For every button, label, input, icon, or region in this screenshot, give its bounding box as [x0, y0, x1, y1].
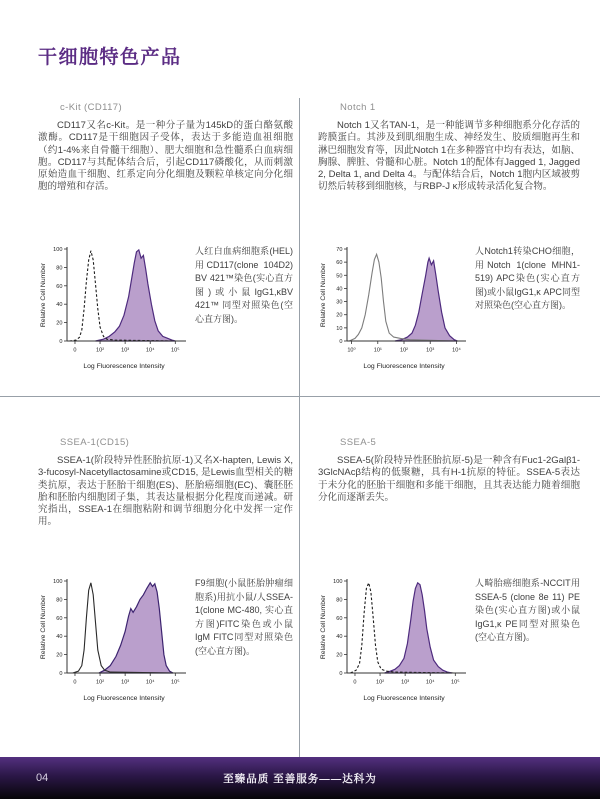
- figure-ssea-5: [318, 575, 580, 705]
- svg-text:50: 50: [336, 273, 343, 280]
- svg-text:10⁴: 10⁴: [145, 347, 155, 354]
- svg-text:10²: 10²: [96, 347, 105, 354]
- svg-text:100: 100: [333, 579, 343, 585]
- svg-text:100: 100: [53, 579, 63, 585]
- section-c-kit-cd117: [0, 98, 300, 397]
- svg-text:10⁵: 10⁵: [171, 679, 180, 686]
- section-heading-ssea-1: SSEA-1(CD15): [60, 437, 130, 448]
- page-number: 04: [36, 772, 49, 784]
- svg-text:60: 60: [56, 615, 63, 622]
- figure-caption-notch-1: 人Notch1转染CHO细胞，用Notch 1(clone MHN1-519) APC染色(实心直方图)或小鼠IgG1,κ APC同型对照染色(空心直方图)。: [475, 246, 580, 311]
- section-text-block: [318, 437, 580, 575]
- section-notch-1: [300, 98, 600, 397]
- svg-text:10³: 10³: [401, 679, 410, 686]
- svg-text:60: 60: [336, 260, 343, 267]
- svg-text:Log Fluorescence Intensity: Log Fluorescence Intensity: [363, 695, 445, 702]
- section-ssea-5: [300, 397, 600, 757]
- svg-text:100: 100: [53, 247, 63, 253]
- section-ssea-1-cd15: [0, 397, 300, 757]
- svg-text:10²: 10²: [96, 679, 105, 686]
- svg-text:10⁴: 10⁴: [452, 347, 461, 354]
- svg-text:Relative Cell Number: Relative Cell Number: [320, 594, 327, 660]
- svg-text:Relative Cell Number: Relative Cell Number: [320, 262, 327, 328]
- section-body-notch-1: Notch 1又名TAN-1，是一种能调节多种细胞系分化存活的跨膜蛋白。其涉及到肌细胞生成、神经发生、胶质细胞再生和淋巴细胞发育等，因此Notch 1在多种器官中均有表达，如脑、胸腺、脾脏、骨髓和心脏。Notch 1的配体有Jagged 1, Jagged 2, Delta 1, and Delta 4。与配体结合后，Notch 1胞内区域被剪切然后转移到细胞核，与RBP-J κ形成转录活化复合物。: [318, 120, 580, 193]
- svg-text:80: 80: [56, 597, 63, 604]
- svg-text:10⁴: 10⁴: [145, 679, 155, 686]
- svg-text:0: 0: [73, 347, 77, 354]
- flow-cytometry-histogram-ssea-5: [318, 575, 468, 705]
- svg-text:80: 80: [336, 597, 343, 604]
- section-text-block: [38, 437, 293, 575]
- figure-notch-1: [318, 243, 580, 373]
- svg-text:40: 40: [336, 286, 343, 293]
- svg-text:Log Fluorescence Intensity: Log Fluorescence Intensity: [363, 363, 445, 370]
- svg-text:20: 20: [336, 652, 343, 659]
- section-body-ssea-5: SSEA-5(阶段特异性胚胎抗原-5)是一种含有Fuc1-2Galβ1-3GlcNAcβ结构的低聚糖，具有H-1抗原的特征。SSEA-5表达于未分化的胚胎干细胞和多能干细胞，且其表达能力随着细胞分化而逐渐丢失。: [318, 455, 580, 503]
- section-body-ssea-1: SSEA-1(阶段特异性胚胎抗原-1)又名X-hapten, Lewis X, 3-fucosyl-Nacetyllactosamine或CD15, 是Lewis血型相关的糖类抗原，表达于胚胎干细胞(ES)、胚胎癌细胞(EC)、囊胚胚胎和胚胎内细胞团子集，其表达量根据分化程度而递减。研究指出，SSEA-1在细胞粘附和调节细胞分化中发挥一定作用。: [38, 455, 293, 528]
- section-text-block: [38, 102, 293, 243]
- svg-text:10²: 10²: [376, 679, 385, 686]
- svg-text:0: 0: [59, 671, 63, 677]
- svg-text:10²: 10²: [399, 347, 409, 354]
- svg-text:Log Fluorescence Intensity: Log Fluorescence Intensity: [83, 363, 165, 370]
- svg-text:20: 20: [56, 320, 63, 327]
- figure-ssea-1: [38, 575, 293, 705]
- svg-text:10¹: 10¹: [373, 347, 382, 354]
- page-header: [0, 0, 600, 98]
- svg-text:30: 30: [336, 299, 343, 306]
- svg-text:70: 70: [336, 247, 343, 253]
- content-grid: [0, 98, 600, 757]
- svg-text:0: 0: [73, 679, 77, 686]
- svg-text:10⁵: 10⁵: [171, 347, 180, 354]
- figure-caption-c-kit: 人红白血病细胞系(HEL)用CD117(clone 104D2) BV 421™染色(实心直方图)或小鼠IgG1,κBV 421™ 同型对照染色(空心直方图)。: [195, 246, 293, 324]
- svg-text:0: 0: [353, 679, 357, 686]
- flow-cytometry-histogram-notch-1: [318, 243, 468, 373]
- section-heading-c-kit: c-Kit (CD117): [60, 102, 123, 113]
- svg-text:10⁵: 10⁵: [451, 679, 460, 686]
- svg-text:20: 20: [56, 652, 63, 659]
- svg-text:60: 60: [336, 615, 343, 622]
- section-heading-notch-1: Notch 1: [340, 102, 376, 113]
- figure-c-kit: [38, 243, 293, 373]
- page-title: 干细胞特色产品: [38, 47, 182, 68]
- svg-text:80: 80: [56, 265, 63, 272]
- section-heading-ssea-5: SSEA-5: [340, 437, 377, 448]
- figure-caption-ssea-5: 人畸胎癌细胞系-NCCIT用SSEA-5 (clone 8e 11) PE染色(实心直方图)或小鼠IgG1,κ PE同型对照染色(空心直方图)。: [475, 578, 580, 643]
- footer-slogan: 至臻品质 至善服务——达科为: [223, 772, 377, 785]
- svg-text:40: 40: [336, 634, 343, 641]
- svg-text:0: 0: [59, 339, 63, 345]
- figure-caption-ssea-1: F9细胞(小鼠胚胎肿瘤细胞系)用抗小鼠/人SSEA-1(clone MC-480, 实心直方图)FITC染色或小鼠IgM FITC同型对照染色(空心直方图)。: [195, 578, 293, 656]
- svg-text:Log Fluorescence Intensity: Log Fluorescence Intensity: [83, 695, 165, 702]
- flow-cytometry-histogram-ssea-1: [38, 575, 188, 705]
- section-body-c-kit: CD117又名c-Kit。是一种分子量为145kD的蛋白酪氨酸激酶。CD117是干细胞因子受体，表达于多能造血祖细胞（约1-4%来自骨髓干细胞）、肥大细胞和急性髓系白血病细胞。CD117与其配体结合后，引起CD117磷酸化，从而刺激原始造血干细胞、红系定向分化细胞及颗粒单核定向分化细胞的增殖和存活。: [38, 120, 293, 193]
- svg-text:0: 0: [339, 671, 343, 677]
- page-footer: [0, 757, 600, 799]
- svg-text:20: 20: [336, 312, 343, 319]
- svg-text:60: 60: [56, 283, 63, 290]
- section-text-block: [318, 102, 580, 243]
- svg-text:10: 10: [336, 325, 343, 332]
- svg-text:10³: 10³: [426, 347, 435, 354]
- svg-text:10³: 10³: [121, 347, 130, 354]
- svg-text:10⁴: 10⁴: [425, 679, 435, 686]
- svg-text:Relative Cell Number: Relative Cell Number: [40, 594, 47, 660]
- svg-text:10³: 10³: [121, 679, 130, 686]
- svg-text:0: 0: [339, 339, 343, 345]
- svg-text:10⁰: 10⁰: [347, 347, 356, 354]
- flow-cytometry-histogram-cd117: [38, 243, 188, 373]
- svg-text:40: 40: [56, 302, 63, 309]
- svg-text:Relative Cell Number: Relative Cell Number: [40, 262, 47, 328]
- svg-text:40: 40: [56, 634, 63, 641]
